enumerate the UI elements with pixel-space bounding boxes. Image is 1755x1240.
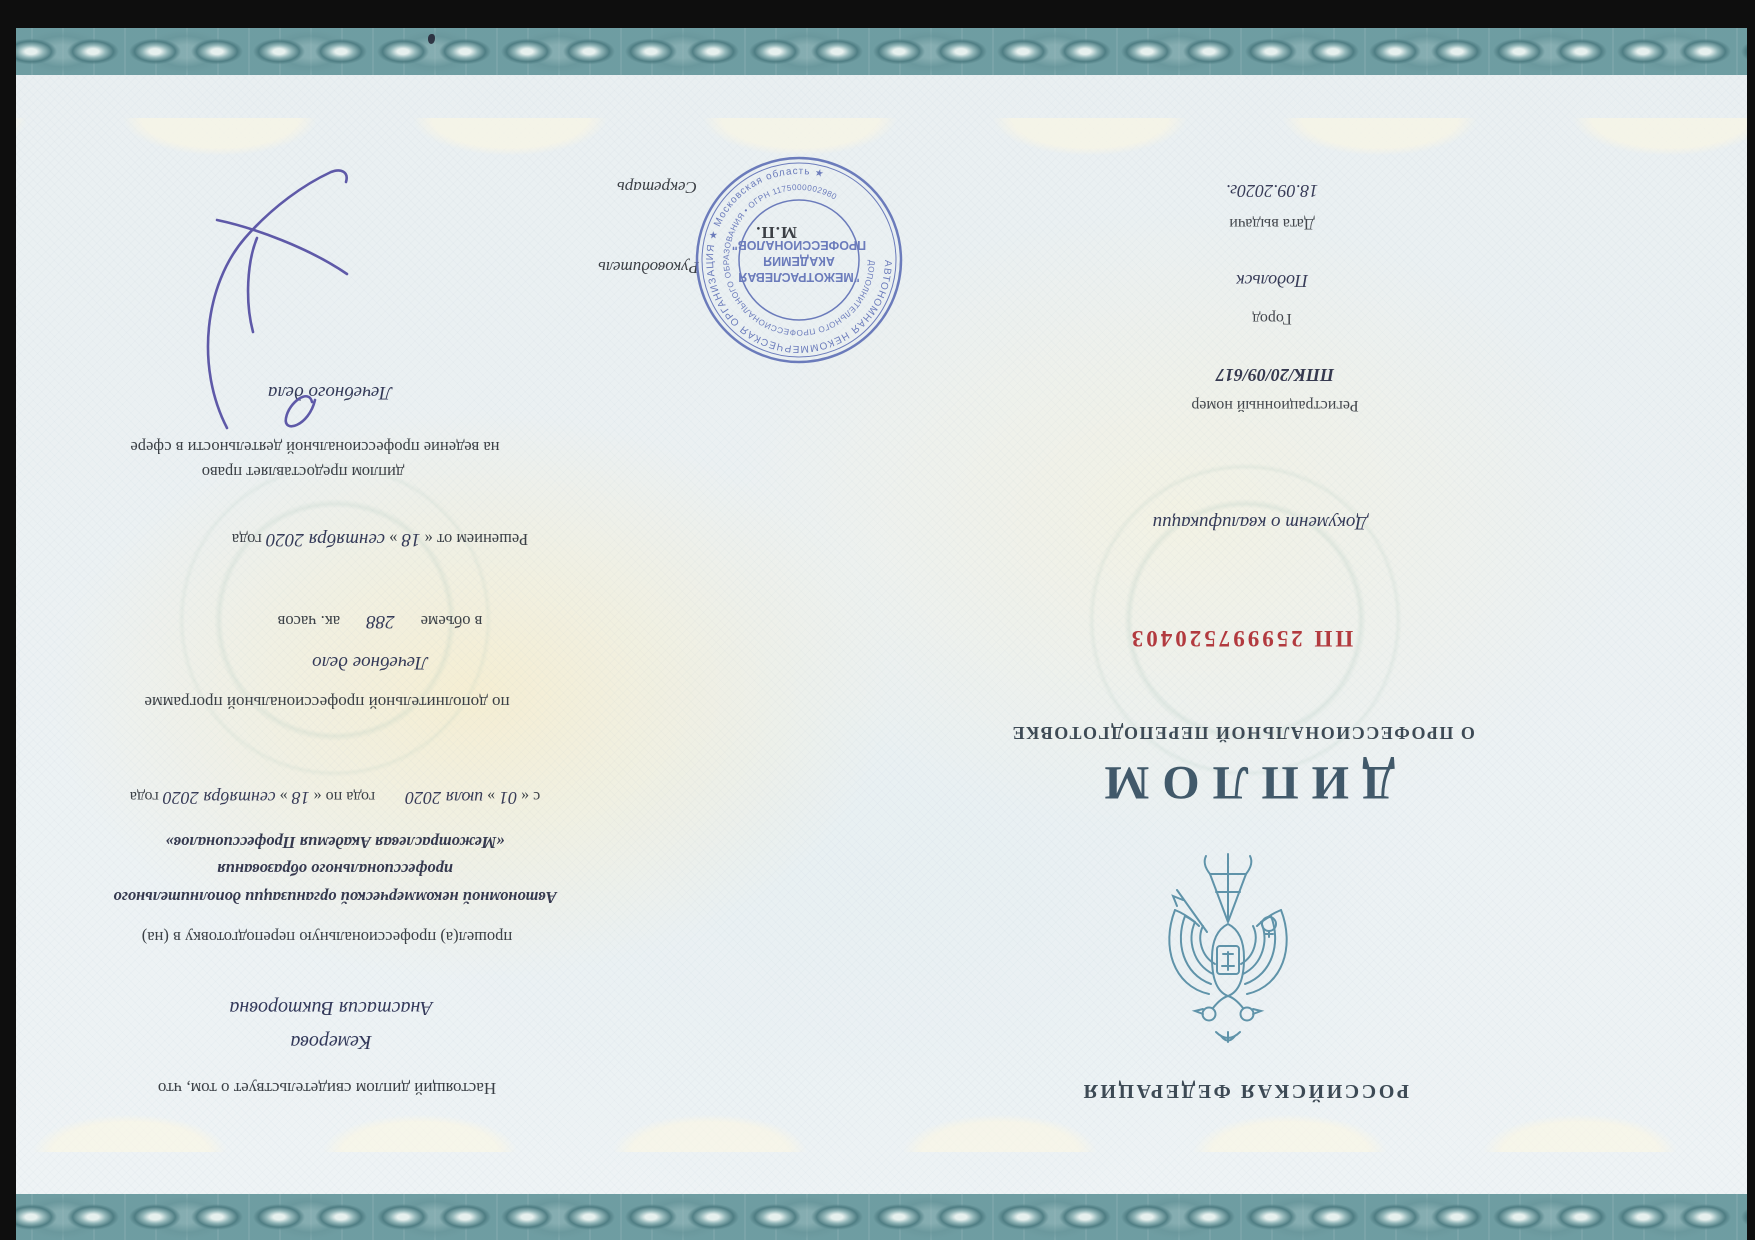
country-heading: РОССИЙСКАЯ ФЕДЕРАЦИЯ [1080,1080,1410,1102]
organization-line-1: Автономной некоммерческой организации дополнительного [113,888,557,907]
scan-edge-right [1747,0,1755,1240]
period-sep2: » [275,788,292,805]
grants-line-1: диплом предоставляет право [201,463,405,482]
stamp-center-line-2: АКАДЕМИЯ [763,254,835,268]
stamp-icon [693,154,905,366]
volume-suffix: ак. часов [277,612,341,631]
decision-line [232,528,528,550]
stamp-center-line-1: "МЕЖОТРАСЛЕВАЯ [738,270,860,284]
seal-mark: М.П. [755,223,797,242]
qualification-note: Документ о квалификации [1152,512,1368,533]
city-value: Подольск [1236,271,1308,291]
issue-date-label: Дата выдачи [1229,215,1315,232]
period-prefix: с « [517,788,541,805]
head-signature [188,152,403,452]
organization-line-3: «Межотраслевая Академия Профессионалов» [165,833,505,852]
volume-line [278,610,483,632]
secretary-label: Секретарь [617,178,697,197]
scan-edge-top [0,0,1755,28]
volume-value: 288 [366,611,395,632]
guilloche-band-bottom [0,1194,1755,1240]
intro-line: Настоящий диплом свидетельствует о том, что [157,1079,497,1098]
decision-prefix: Решением от « [420,530,529,549]
double-headed-eagle-emblem [1153,840,1303,1050]
program-label: по дополнительной профессиональной программе [144,693,510,712]
diploma-title: ДИПЛОМ [1090,756,1396,809]
volume-prefix: в объеме [420,612,483,631]
head-label: Руководитель [598,258,699,277]
stamp-center-line-3: ПРОФЕССИОНАЛОВ" [731,238,867,252]
organization-line-2: профессионального образования [217,860,453,879]
holder-surname: Кемерова [290,1031,372,1053]
decision-month: сентября 2020 [265,529,386,550]
grants-line-2: на ведение профессиональной деятельности в сфере [130,438,500,457]
sphere-value: Лечебного дела [267,382,393,403]
registration-label: Регистрационный номер [1191,397,1359,414]
guilloche-band-top [0,28,1755,75]
holder-name-patronymic: Анастасия Викторовна [229,997,433,1019]
period-suffix: года [129,788,163,805]
period-month-to: сентября 2020 [162,788,276,808]
scan-edge-left [0,0,16,1240]
serial-number: ПП 259997520403 [1128,626,1354,651]
period-day-to: 18 [291,788,310,808]
stamp-outer-ring-text: АВТОНОМНАЯ НЕКОММЕРЧЕСКАЯ ОРГАНИЗАЦИЯ ★ Московская область ★ [704,165,894,355]
period-month-from: июля 2020 [405,788,484,808]
decision-sep: » [385,530,402,549]
decision-suffix: года [231,530,266,549]
passed-line: прошел(а) профессиональную переподготовку в (на) [141,928,513,947]
stamp-inner-ring-text: ДОПОЛНИТЕЛЬНОГО ПРОФЕССИОНАЛЬНОГО ОБРАЗОВАНИЯ • ОГРН 1175000002980 [721,182,877,338]
city-label: Город [1252,310,1292,327]
period-mid: года по « [309,788,380,805]
period-day-from: 01 [499,788,518,808]
issue-date-value: 18.09.2020г. [1225,181,1319,201]
program-value: Лечебное дело [312,652,428,673]
registration-value: ППК/20/09/617 [1215,365,1335,385]
diploma-subtitle: О ПРОФЕССИОНАЛЬНОЙ ПЕРЕПОДГОТОВКЕ [1011,723,1475,743]
study-period-line [130,787,541,808]
signature-icon [188,152,403,452]
period-sep1: » [483,788,500,805]
decision-day: 18 [401,529,421,550]
organization-round-stamp [693,154,905,366]
eagle-icon [1153,840,1303,1050]
